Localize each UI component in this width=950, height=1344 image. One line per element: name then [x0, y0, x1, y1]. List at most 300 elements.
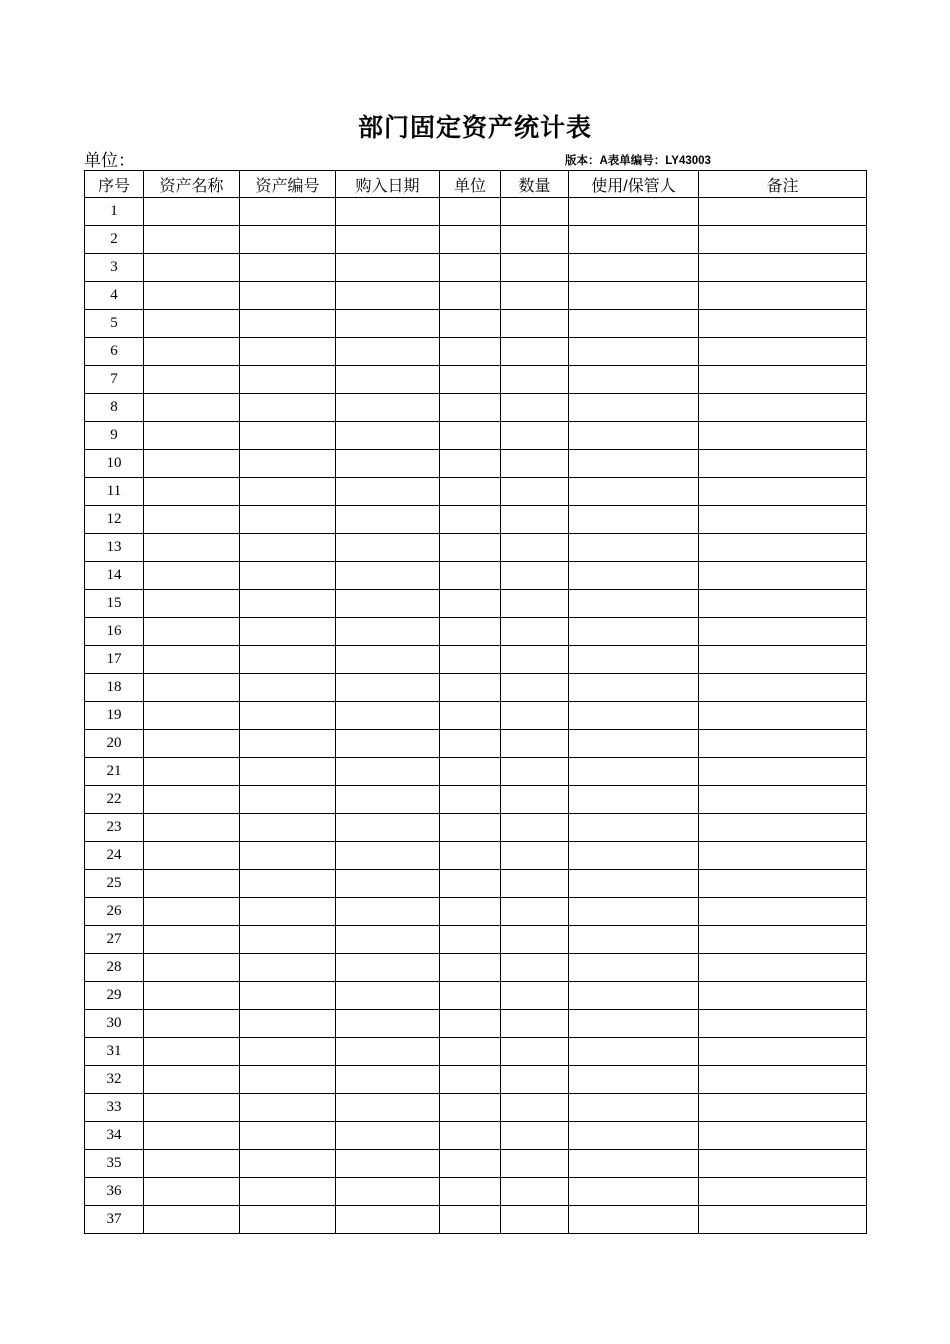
cell-quantity[interactable] — [501, 310, 569, 338]
cell-asset-name[interactable] — [144, 1094, 240, 1122]
table-row — [85, 1206, 867, 1234]
cell-remark[interactable] — [699, 786, 867, 814]
cell-asset-name[interactable] — [144, 590, 240, 618]
cell-purchase-date[interactable] — [336, 590, 440, 618]
table-row — [85, 758, 867, 786]
cell-unit[interactable] — [440, 646, 501, 674]
cell-index: 35 — [85, 1150, 144, 1178]
cell-quantity[interactable] — [501, 618, 569, 646]
cell-unit[interactable] — [440, 870, 501, 898]
cell-purchase-date[interactable] — [336, 814, 440, 842]
column-header-remark: 备注 — [699, 171, 867, 198]
cell-keeper[interactable] — [569, 1150, 699, 1178]
cell-quantity[interactable] — [501, 1178, 569, 1206]
cell-asset-code[interactable] — [240, 590, 336, 618]
table-row — [85, 282, 867, 310]
cell-asset-name[interactable] — [144, 282, 240, 310]
cell-unit[interactable] — [440, 366, 501, 394]
cell-unit[interactable] — [440, 534, 501, 562]
cell-unit[interactable] — [440, 1206, 501, 1234]
cell-quantity[interactable] — [501, 926, 569, 954]
cell-index: 1 — [85, 198, 144, 226]
cell-asset-name[interactable] — [144, 506, 240, 534]
cell-remark[interactable] — [699, 506, 867, 534]
cell-remark[interactable] — [699, 394, 867, 422]
cell-unit[interactable] — [440, 1150, 501, 1178]
cell-quantity[interactable] — [501, 870, 569, 898]
cell-asset-code[interactable] — [240, 786, 336, 814]
cell-purchase-date[interactable] — [336, 1206, 440, 1234]
cell-asset-name[interactable] — [144, 674, 240, 702]
cell-keeper[interactable] — [569, 982, 699, 1010]
cell-asset-code[interactable] — [240, 1094, 336, 1122]
cell-asset-name[interactable] — [144, 926, 240, 954]
cell-asset-name[interactable] — [144, 450, 240, 478]
cell-asset-name[interactable] — [144, 226, 240, 254]
cell-purchase-date[interactable] — [336, 870, 440, 898]
cell-unit[interactable] — [440, 786, 501, 814]
cell-quantity[interactable] — [501, 758, 569, 786]
cell-asset-name[interactable] — [144, 646, 240, 674]
cell-unit[interactable] — [440, 954, 501, 982]
cell-asset-code[interactable] — [240, 870, 336, 898]
table-row — [85, 702, 867, 730]
cell-asset-name[interactable] — [144, 394, 240, 422]
cell-asset-code[interactable] — [240, 282, 336, 310]
cell-unit[interactable] — [440, 898, 501, 926]
cell-remark[interactable] — [699, 1038, 867, 1066]
cell-asset-code[interactable] — [240, 534, 336, 562]
cell-purchase-date[interactable] — [336, 982, 440, 1010]
cell-quantity[interactable] — [501, 338, 569, 366]
cell-keeper[interactable] — [569, 506, 699, 534]
cell-quantity[interactable] — [501, 590, 569, 618]
cell-unit[interactable] — [440, 590, 501, 618]
cell-quantity[interactable] — [501, 730, 569, 758]
cell-unit[interactable] — [440, 310, 501, 338]
cell-purchase-date[interactable] — [336, 674, 440, 702]
cell-purchase-date[interactable] — [336, 534, 440, 562]
cell-asset-code[interactable] — [240, 1178, 336, 1206]
cell-asset-name[interactable] — [144, 366, 240, 394]
table-row — [85, 562, 867, 590]
cell-keeper[interactable] — [569, 338, 699, 366]
cell-asset-name[interactable] — [144, 1178, 240, 1206]
cell-remark[interactable] — [699, 758, 867, 786]
cell-keeper[interactable] — [569, 814, 699, 842]
cell-keeper[interactable] — [569, 926, 699, 954]
table-row — [85, 1150, 867, 1178]
cell-asset-name[interactable] — [144, 310, 240, 338]
cell-keeper[interactable] — [569, 1178, 699, 1206]
cell-purchase-date[interactable] — [336, 478, 440, 506]
cell-remark[interactable] — [699, 1150, 867, 1178]
cell-asset-name[interactable] — [144, 1206, 240, 1234]
cell-quantity[interactable] — [501, 982, 569, 1010]
cell-asset-code[interactable] — [240, 1206, 336, 1234]
cell-purchase-date[interactable] — [336, 254, 440, 282]
cell-keeper[interactable] — [569, 674, 699, 702]
cell-remark[interactable] — [699, 1122, 867, 1150]
cell-unit[interactable] — [440, 338, 501, 366]
cell-asset-code[interactable] — [240, 982, 336, 1010]
cell-asset-name[interactable] — [144, 422, 240, 450]
cell-asset-code[interactable] — [240, 646, 336, 674]
cell-unit[interactable] — [440, 1010, 501, 1038]
cell-remark[interactable] — [699, 702, 867, 730]
cell-keeper[interactable] — [569, 786, 699, 814]
cell-keeper[interactable] — [569, 730, 699, 758]
cell-asset-name[interactable] — [144, 618, 240, 646]
cell-unit[interactable] — [440, 842, 501, 870]
cell-quantity[interactable] — [501, 226, 569, 254]
cell-quantity[interactable] — [501, 954, 569, 982]
cell-quantity[interactable] — [501, 702, 569, 730]
cell-remark[interactable] — [699, 898, 867, 926]
cell-purchase-date[interactable] — [336, 506, 440, 534]
table-row — [85, 982, 867, 1010]
cell-asset-name[interactable] — [144, 338, 240, 366]
cell-remark[interactable] — [699, 310, 867, 338]
cell-asset-code[interactable] — [240, 702, 336, 730]
table-row — [85, 730, 867, 758]
cell-keeper[interactable] — [569, 1094, 699, 1122]
cell-asset-name[interactable] — [144, 870, 240, 898]
cell-asset-code[interactable] — [240, 1150, 336, 1178]
cell-quantity[interactable] — [501, 1094, 569, 1122]
cell-unit[interactable] — [440, 450, 501, 478]
cell-purchase-date[interactable] — [336, 310, 440, 338]
cell-asset-name[interactable] — [144, 1150, 240, 1178]
cell-remark[interactable] — [699, 954, 867, 982]
cell-unit[interactable] — [440, 1066, 501, 1094]
cell-quantity[interactable] — [501, 1150, 569, 1178]
cell-unit[interactable] — [440, 926, 501, 954]
column-header-asset-code: 资产编号 — [240, 171, 336, 198]
cell-quantity[interactable] — [501, 562, 569, 590]
cell-purchase-date[interactable] — [336, 1150, 440, 1178]
cell-asset-code[interactable] — [240, 814, 336, 842]
cell-purchase-date[interactable] — [336, 198, 440, 226]
cell-purchase-date[interactable] — [336, 1178, 440, 1206]
cell-remark[interactable] — [699, 1066, 867, 1094]
cell-keeper[interactable] — [569, 954, 699, 982]
cell-remark[interactable] — [699, 534, 867, 562]
cell-remark[interactable] — [699, 982, 867, 1010]
cell-keeper[interactable] — [569, 226, 699, 254]
cell-remark[interactable] — [699, 338, 867, 366]
cell-purchase-date[interactable] — [336, 282, 440, 310]
cell-unit[interactable] — [440, 394, 501, 422]
cell-remark[interactable] — [699, 478, 867, 506]
cell-quantity[interactable] — [501, 198, 569, 226]
cell-remark[interactable] — [699, 1178, 867, 1206]
cell-keeper[interactable] — [569, 1122, 699, 1150]
cell-asset-code[interactable] — [240, 366, 336, 394]
cell-asset-code[interactable] — [240, 1010, 336, 1038]
cell-unit[interactable] — [440, 562, 501, 590]
cell-asset-name[interactable] — [144, 786, 240, 814]
cell-keeper[interactable] — [569, 394, 699, 422]
cell-remark[interactable] — [699, 450, 867, 478]
cell-asset-code[interactable] — [240, 226, 336, 254]
cell-unit[interactable] — [440, 1094, 501, 1122]
cell-index: 21 — [85, 758, 144, 786]
cell-purchase-date[interactable] — [336, 338, 440, 366]
cell-index: 14 — [85, 562, 144, 590]
cell-quantity[interactable] — [501, 1010, 569, 1038]
cell-index: 20 — [85, 730, 144, 758]
cell-asset-name[interactable] — [144, 702, 240, 730]
page-title: 部门固定资产统计表 — [357, 114, 592, 142]
cell-purchase-date[interactable] — [336, 786, 440, 814]
table-row — [85, 842, 867, 870]
cell-keeper[interactable] — [569, 1066, 699, 1094]
cell-remark[interactable] — [699, 562, 867, 590]
cell-purchase-date[interactable] — [336, 226, 440, 254]
cell-remark[interactable] — [699, 926, 867, 954]
cell-asset-code[interactable] — [240, 954, 336, 982]
cell-remark[interactable] — [699, 590, 867, 618]
cell-asset-name[interactable] — [144, 198, 240, 226]
column-header-index: 序号 — [85, 171, 144, 198]
cell-asset-code[interactable] — [240, 478, 336, 506]
cell-purchase-date[interactable] — [336, 394, 440, 422]
cell-quantity[interactable] — [501, 1066, 569, 1094]
cell-keeper[interactable] — [569, 842, 699, 870]
cell-keeper[interactable] — [569, 590, 699, 618]
cell-keeper[interactable] — [569, 282, 699, 310]
cell-keeper[interactable] — [569, 646, 699, 674]
cell-quantity[interactable] — [501, 422, 569, 450]
column-header-keeper: 使用/保管人 — [569, 171, 699, 198]
cell-unit[interactable] — [440, 758, 501, 786]
cell-asset-code[interactable] — [240, 758, 336, 786]
cell-quantity[interactable] — [501, 450, 569, 478]
cell-asset-code[interactable] — [240, 394, 336, 422]
cell-keeper[interactable] — [569, 254, 699, 282]
cell-quantity[interactable] — [501, 786, 569, 814]
cell-asset-code[interactable] — [240, 450, 336, 478]
cell-asset-code[interactable] — [240, 1066, 336, 1094]
cell-keeper[interactable] — [569, 1010, 699, 1038]
cell-unit[interactable] — [440, 226, 501, 254]
cell-asset-code[interactable] — [240, 730, 336, 758]
cell-keeper[interactable] — [569, 758, 699, 786]
cell-index: 13 — [85, 534, 144, 562]
form-version-code: 版本：A表单编号：LY43003 — [565, 155, 711, 167]
cell-index: 4 — [85, 282, 144, 310]
cell-remark[interactable] — [699, 282, 867, 310]
cell-purchase-date[interactable] — [336, 730, 440, 758]
cell-remark[interactable] — [699, 814, 867, 842]
cell-unit[interactable] — [440, 618, 501, 646]
cell-remark[interactable] — [699, 730, 867, 758]
cell-quantity[interactable] — [501, 254, 569, 282]
cell-index: 15 — [85, 590, 144, 618]
cell-index: 17 — [85, 646, 144, 674]
cell-purchase-date[interactable] — [336, 758, 440, 786]
cell-asset-name[interactable] — [144, 254, 240, 282]
column-header-asset-name: 资产名称 — [144, 171, 240, 198]
cell-purchase-date[interactable] — [336, 366, 440, 394]
cell-keeper[interactable] — [569, 422, 699, 450]
cell-keeper[interactable] — [569, 702, 699, 730]
cell-keeper[interactable] — [569, 450, 699, 478]
cell-unit[interactable] — [440, 478, 501, 506]
cell-remark[interactable] — [699, 842, 867, 870]
cell-asset-name[interactable] — [144, 898, 240, 926]
cell-asset-code[interactable] — [240, 254, 336, 282]
cell-index: 24 — [85, 842, 144, 870]
cell-asset-code[interactable] — [240, 674, 336, 702]
cell-purchase-date[interactable] — [336, 1010, 440, 1038]
cell-quantity[interactable] — [501, 478, 569, 506]
cell-remark[interactable] — [699, 870, 867, 898]
cell-quantity[interactable] — [501, 814, 569, 842]
cell-quantity[interactable] — [501, 1122, 569, 1150]
cell-purchase-date[interactable] — [336, 1038, 440, 1066]
cell-remark[interactable] — [699, 646, 867, 674]
cell-purchase-date[interactable] — [336, 1094, 440, 1122]
cell-keeper[interactable] — [569, 198, 699, 226]
cell-purchase-date[interactable] — [336, 422, 440, 450]
cell-unit[interactable] — [440, 982, 501, 1010]
cell-quantity[interactable] — [501, 282, 569, 310]
cell-keeper[interactable] — [569, 366, 699, 394]
cell-asset-code[interactable] — [240, 1122, 336, 1150]
cell-asset-name[interactable] — [144, 982, 240, 1010]
cell-purchase-date[interactable] — [336, 1066, 440, 1094]
cell-asset-code[interactable] — [240, 842, 336, 870]
column-header-purchase-date: 购入日期 — [336, 171, 440, 198]
cell-quantity[interactable] — [501, 506, 569, 534]
cell-index: 26 — [85, 898, 144, 926]
cell-index: 9 — [85, 422, 144, 450]
cell-quantity[interactable] — [501, 366, 569, 394]
cell-unit[interactable] — [440, 814, 501, 842]
cell-unit[interactable] — [440, 1122, 501, 1150]
cell-purchase-date[interactable] — [336, 450, 440, 478]
cell-asset-code[interactable] — [240, 506, 336, 534]
cell-unit[interactable] — [440, 674, 501, 702]
cell-remark[interactable] — [699, 618, 867, 646]
cell-asset-name[interactable] — [144, 1122, 240, 1150]
cell-unit[interactable] — [440, 282, 501, 310]
cell-keeper[interactable] — [569, 562, 699, 590]
cell-quantity[interactable] — [501, 394, 569, 422]
cell-asset-code[interactable] — [240, 310, 336, 338]
cell-remark[interactable] — [699, 1010, 867, 1038]
cell-quantity[interactable] — [501, 1038, 569, 1066]
cell-asset-code[interactable] — [240, 898, 336, 926]
cell-keeper[interactable] — [569, 870, 699, 898]
cell-unit[interactable] — [440, 730, 501, 758]
table-row — [85, 254, 867, 282]
table-row — [85, 310, 867, 338]
cell-purchase-date[interactable] — [336, 954, 440, 982]
table-row — [85, 338, 867, 366]
cell-keeper[interactable] — [569, 534, 699, 562]
cell-asset-name[interactable] — [144, 562, 240, 590]
cell-index: 19 — [85, 702, 144, 730]
cell-unit[interactable] — [440, 506, 501, 534]
cell-remark[interactable] — [699, 422, 867, 450]
cell-remark[interactable] — [699, 1094, 867, 1122]
cell-remark[interactable] — [699, 1206, 867, 1234]
column-header-unit: 单位 — [440, 171, 501, 198]
table-row — [85, 618, 867, 646]
cell-asset-code[interactable] — [240, 422, 336, 450]
cell-purchase-date[interactable] — [336, 646, 440, 674]
cell-unit[interactable] — [440, 1178, 501, 1206]
table-row — [85, 534, 867, 562]
cell-asset-code[interactable] — [240, 618, 336, 646]
cell-keeper[interactable] — [569, 310, 699, 338]
cell-remark[interactable] — [699, 366, 867, 394]
cell-purchase-date[interactable] — [336, 702, 440, 730]
cell-asset-name[interactable] — [144, 730, 240, 758]
cell-asset-name[interactable] — [144, 758, 240, 786]
cell-remark[interactable] — [699, 254, 867, 282]
cell-quantity[interactable] — [501, 842, 569, 870]
cell-quantity[interactable] — [501, 1206, 569, 1234]
cell-asset-code[interactable] — [240, 1038, 336, 1066]
cell-unit[interactable] — [440, 422, 501, 450]
cell-keeper[interactable] — [569, 1038, 699, 1066]
cell-index: 33 — [85, 1094, 144, 1122]
cell-asset-name[interactable] — [144, 842, 240, 870]
cell-index: 23 — [85, 814, 144, 842]
cell-asset-name[interactable] — [144, 1066, 240, 1094]
cell-asset-code[interactable] — [240, 198, 336, 226]
cell-asset-name[interactable] — [144, 814, 240, 842]
cell-keeper[interactable] — [569, 1206, 699, 1234]
cell-asset-name[interactable] — [144, 534, 240, 562]
cell-purchase-date[interactable] — [336, 898, 440, 926]
cell-quantity[interactable] — [501, 674, 569, 702]
cell-keeper[interactable] — [569, 898, 699, 926]
cell-index: 2 — [85, 226, 144, 254]
cell-asset-name[interactable] — [144, 1010, 240, 1038]
cell-keeper[interactable] — [569, 478, 699, 506]
cell-keeper[interactable] — [569, 618, 699, 646]
cell-remark[interactable] — [699, 674, 867, 702]
cell-index: 31 — [85, 1038, 144, 1066]
cell-purchase-date[interactable] — [336, 562, 440, 590]
cell-purchase-date[interactable] — [336, 1122, 440, 1150]
cell-purchase-date[interactable] — [336, 842, 440, 870]
cell-purchase-date[interactable] — [336, 618, 440, 646]
cell-quantity[interactable] — [501, 646, 569, 674]
table-row — [85, 226, 867, 254]
cell-asset-name[interactable] — [144, 954, 240, 982]
cell-quantity[interactable] — [501, 534, 569, 562]
cell-unit[interactable] — [440, 254, 501, 282]
cell-purchase-date[interactable] — [336, 926, 440, 954]
cell-unit[interactable] — [440, 1038, 501, 1066]
cell-unit[interactable] — [440, 198, 501, 226]
cell-asset-code[interactable] — [240, 338, 336, 366]
cell-remark[interactable] — [699, 198, 867, 226]
cell-asset-code[interactable] — [240, 926, 336, 954]
cell-asset-name[interactable] — [144, 478, 240, 506]
cell-unit[interactable] — [440, 702, 501, 730]
cell-asset-name[interactable] — [144, 1038, 240, 1066]
cell-remark[interactable] — [699, 226, 867, 254]
cell-asset-code[interactable] — [240, 562, 336, 590]
cell-quantity[interactable] — [501, 898, 569, 926]
